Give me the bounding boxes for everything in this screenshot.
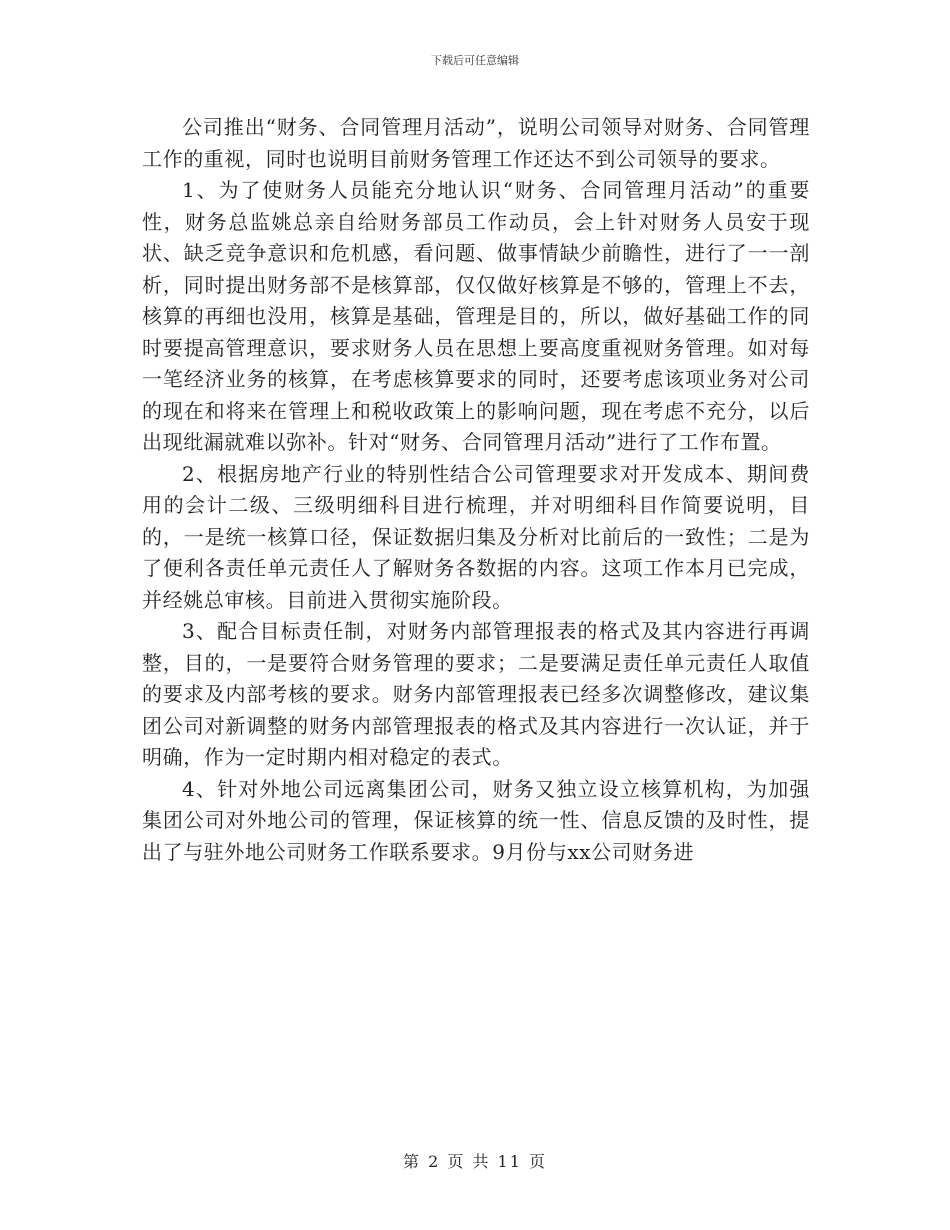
paragraph-item-3: 3、配合目标责任制，对财务内部管理报表的格式及其内容进行再调整，目的，一是要符合财务管理的要求；二是要满足责任单元责任人取值的要求及内部考核的要求。财务内部管理报表已经多次调整修改，建议集团公司对新调整的财务内部管理报表的格式及其内容进行一次认证，并于明确，作为一定时期内相对稳定的表式。 [142,619,810,769]
page-header: 下载后可任意编辑 [431,54,519,67]
document-body [142,112,810,868]
paragraph-intro: 公司推出“财务、合同管理月活动”，说明公司领导对财务、合同管理工作的重视，同时也说明目前财务管理工作还达不到公司领导的要求。 [142,115,810,171]
paragraph-item-4: 4、针对外地公司远离集团公司，财务又独立设立核算机构，为加强集团公司对外地公司的管理，保证核算的统一性、信息反馈的及时性，提出了与驻外地公司财务工作联系要求。9月份与xx公司财务进 [142,776,810,864]
paragraph-item-2: 2、根据房地产行业的特别性结合公司管理要求对开发成本、期间费用的会计二级、三级明细科目进行梳理，并对明细科目作简要说明，目的，一是统一核算口径，保证数据归集及分析对比前后的一致性；二是为了便利各责任单元责任人了解财务各数据的内容。这项工作本月已完成，并经姚总审核。目前进入贯彻实施阶段。 [142,461,810,612]
paragraph-item-1: 1、为了使财务人员能充分地认识“财务、合同管理月活动”的重要性，财务总监姚总亲自给财务部员工作动员，会上针对财务人员安于现状、缺乏竞争意识和危机感，看问题、做事情缺少前瞻性，进行了一一剖析，同时提出财务部不是核算部，仅仅做好核算是不够的，管理上不去，核算的再细也没用，核算是基础，管理是目的，所以，做好基础工作的同时要提高管理意识，要求财务人员在思想上要高度重视财务管理。如对每一笔经济业务的核算，在考虑核算要求的同时，还要考虑该项业务对公司的现在和将来在管理上和税收政策上的影响问题，现在考虑不充分，以后出现纰漏就难以弥补。针对“财务、合同管理月活动”进行了工作布置。 [142,178,810,454]
page-number-footer: 第 2 页 共 11 页 [403,1152,547,1171]
